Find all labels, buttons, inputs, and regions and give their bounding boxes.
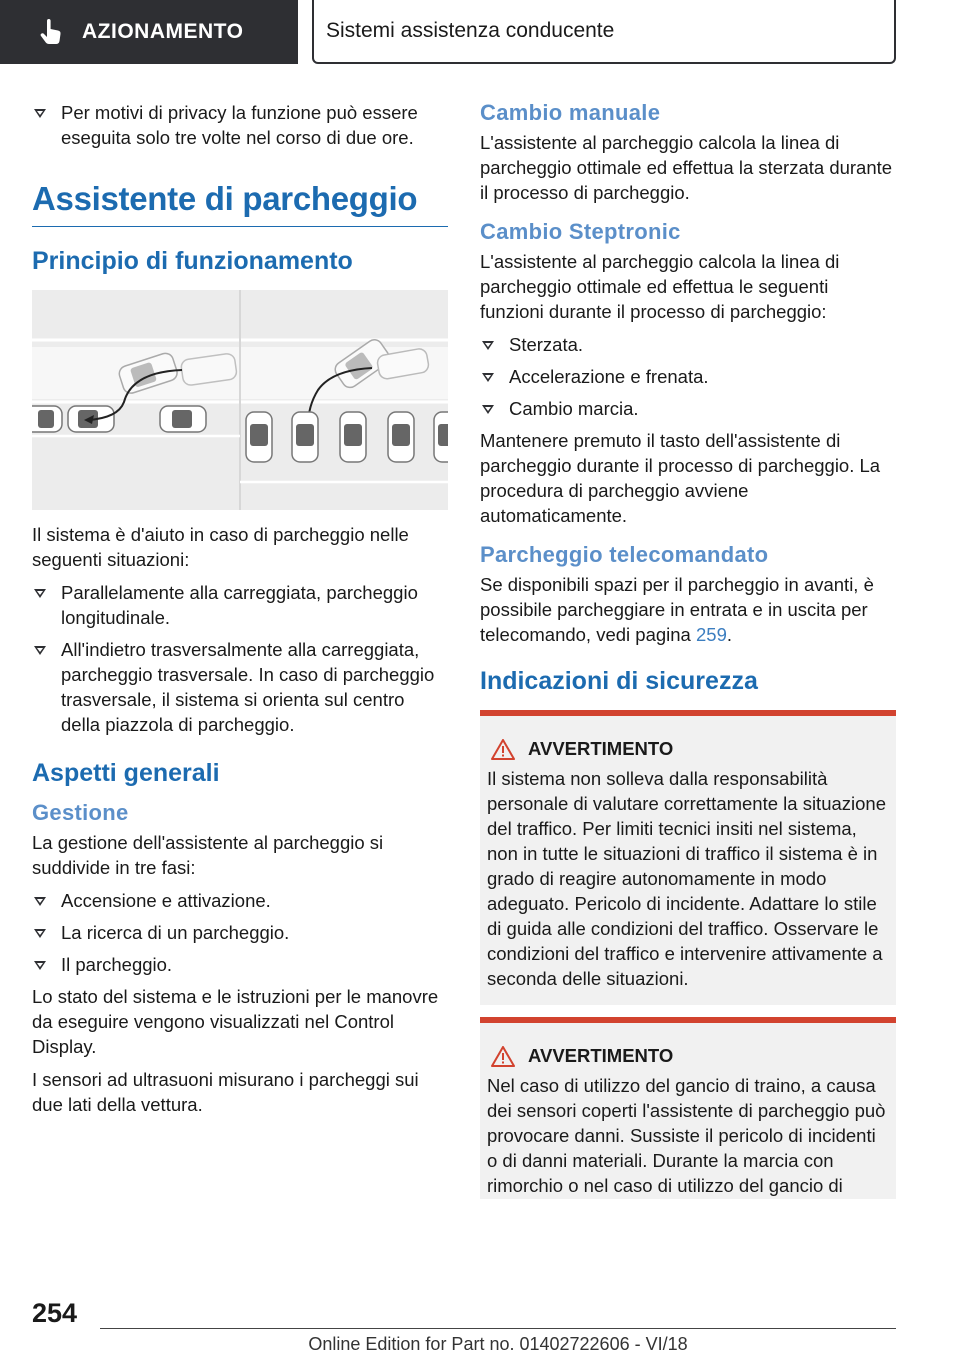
list-item — [32, 952, 448, 977]
warning-text: Nel caso di utilizzo del gancio di traino, a causa dei sensori coperti l'assistente di parcheggio può provocare danni. Sussiste il pericolo di incidenti o di danni materiali. Durante la marcia con rimorchio o nel caso di utilizzo del gancio di — [487, 1075, 886, 1196]
warning-title-text: AVVERTIMENTO — [528, 1045, 674, 1066]
warning-triangle-icon — [491, 1046, 515, 1067]
telecomandato-heading: Parcheggio telecomandato — [480, 542, 769, 567]
warning-box — [480, 1017, 896, 1199]
triangle-bullet-icon — [482, 405, 494, 414]
principio-bullet-list — [32, 580, 448, 737]
triangle-bullet-icon — [482, 373, 494, 382]
aspetti-heading: Aspetti generali — [32, 759, 220, 787]
page-link[interactable]: 259 — [696, 624, 727, 645]
footer-edition: Online Edition for Part no. 01402722606 - VI/18 — [308, 1334, 688, 1354]
triangle-bullet-icon — [34, 961, 46, 970]
warning-title — [491, 738, 888, 760]
list-item — [32, 100, 448, 150]
list-item-text: La ricerca di un parcheggio. — [61, 922, 290, 943]
telecomandato-text: Se disponibili spazi per il parcheggio in avanti, è possibile parcheggiare in entrata e in uscita per telecomando, vedi pagina — [480, 574, 874, 645]
list-item — [32, 580, 448, 630]
steptronic-bullet-list — [480, 332, 896, 421]
warning-box — [480, 710, 896, 1005]
steptronic-heading: Cambio Steptronic — [480, 219, 681, 244]
warning-title — [491, 1045, 888, 1067]
list-item-text: Per motivi di privacy la funzione può essere eseguita solo tre volte nel corso di due ore. — [61, 102, 418, 148]
list-item — [480, 332, 896, 357]
manuale-text: L'assistente al parcheggio calcola la linea di parcheggio ottimale ed effettua la sterzata durante il processo di parcheggio. — [480, 132, 893, 203]
telecomandato-end: . — [726, 624, 733, 645]
warning-title-text: AVVERTIMENTO — [528, 738, 674, 759]
sensori-text: I sensori ad ultrasuoni misurano i parcheggi sui due lati della vettura. — [32, 1069, 419, 1115]
list-item-text: Sterzata. — [509, 334, 584, 355]
triangle-bullet-icon — [482, 341, 494, 350]
list-item — [480, 364, 896, 389]
principio-text: Il sistema è d'aiuto in caso di parcheggio nelle seguenti situazioni: — [32, 524, 409, 570]
list-item-text: Accensione e attivazione. — [61, 890, 271, 911]
manuale-heading: Cambio manuale — [480, 100, 661, 125]
list-item — [32, 920, 448, 945]
parking-illustration — [32, 290, 448, 510]
list-item-text: Parallelamente alla carreggiata, parcheggio longitudinale. — [61, 582, 418, 628]
section-label: AZIONAMENTO — [82, 20, 244, 43]
telecomandato-paragraph — [480, 572, 896, 647]
steptronic-text: L'assistente al parcheggio calcola la linea di parcheggio ottimale ed effettua le seguenti funzioni durante il processo di parcheggio: — [480, 251, 840, 322]
list-item — [32, 888, 448, 913]
parked-car-left-3 — [160, 406, 206, 432]
mantenere-text: Mantenere premuto il tasto dell'assistente di parcheggio durante il processo di parcheggio. La procedura di parcheggio avviene automaticamente. — [480, 430, 881, 526]
list-item — [480, 396, 896, 421]
triangle-bullet-icon — [34, 589, 46, 598]
stato-text: Lo stato del sistema e le istruzioni per le manovre da eseguire vengono visualizzati nel Control Display. — [32, 986, 439, 1057]
parked-car-right-4 — [388, 412, 414, 462]
page-title: Assistente di parcheggio — [32, 180, 448, 227]
right-column — [480, 100, 896, 1211]
page-number: 254 — [32, 1298, 78, 1328]
parking-diagram — [32, 290, 448, 510]
chapter-label: Sistemi assistenza conducente — [326, 19, 615, 42]
gestione-heading: Gestione — [32, 800, 129, 825]
gestione-bullet-list — [32, 888, 448, 977]
list-item-text: Cambio marcia. — [509, 398, 639, 419]
header-section-tab — [0, 0, 298, 64]
list-item-text: Il parcheggio. — [61, 954, 173, 975]
parked-car-left-1 — [32, 406, 62, 432]
warning-triangle-icon — [491, 739, 515, 760]
triangle-bullet-icon — [34, 646, 46, 655]
left-column — [32, 100, 448, 1125]
intro-bullet-list — [32, 100, 448, 150]
parked-car-right-5 — [434, 412, 448, 462]
gestione-text: La gestione dell'assistente al parcheggio si suddivide in tre fasi: — [32, 832, 384, 878]
parked-car-right-1 — [246, 412, 272, 462]
hand-pointer-icon — [40, 19, 62, 45]
warning-text: Il sistema non solleva dalla responsabilità personale di valutare correttamente la situazione del traffico. Per limiti tecnici insiti nel sistema, non in tutte le situazioni di traffico il sistema è in grado di reagire autonomamente in modo adeguato. Pericolo di incidente. Adattare lo stile di guida alle condizioni del traffico. Osservare le condizioni del traffico e intervenire attivamente a seconda delle situazioni. — [487, 768, 887, 989]
list-item-text: All'indietro trasversalmente alla carreggiata, parcheggio trasversale. In caso di parcheggio trasversale, il sistema si orienta sul centro della piazzola di parcheggio. — [61, 639, 435, 735]
parked-car-right-2 — [292, 412, 318, 462]
triangle-bullet-icon — [34, 929, 46, 938]
triangle-bullet-icon — [34, 109, 46, 118]
list-item — [32, 637, 448, 737]
footer-divider — [100, 1328, 896, 1329]
list-item-text: Accelerazione e frenata. — [509, 366, 709, 387]
sicurezza-heading: Indicazioni di sicurezza — [480, 667, 758, 695]
triangle-bullet-icon — [34, 897, 46, 906]
parked-car-right-3 — [340, 412, 366, 462]
principio-heading: Principio di funzionamento — [32, 247, 353, 275]
header-chapter-tab — [312, 0, 896, 64]
